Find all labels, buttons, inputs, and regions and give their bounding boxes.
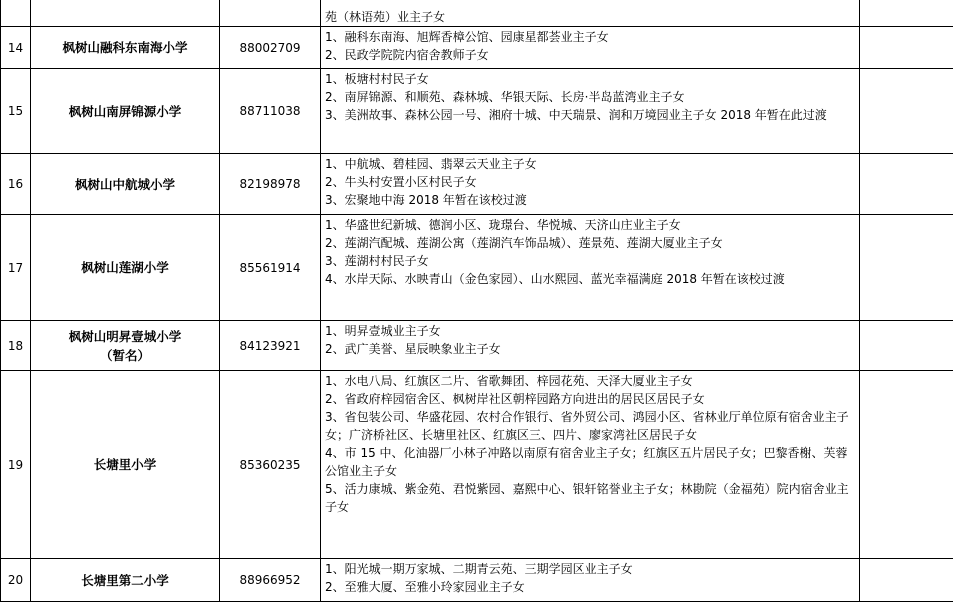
enrollment-area — [321, 69, 860, 154]
area-line: 2、莲湖汽配城、莲湖公寓（莲湖汽车饰品城）、莲景苑、莲湖大厦业主子女 — [325, 236, 723, 250]
remarks-cell — [860, 154, 953, 215]
school-name: 枫树山中航城小学 — [31, 154, 220, 215]
remarks-cell — [860, 27, 953, 69]
area-line: 苑（林语苑）业主子女 — [325, 10, 446, 24]
school-name: 长塘里第二小学 — [31, 559, 220, 602]
enrollment-area — [321, 0, 860, 27]
area-line: 2、牛头村安置小区村民子女 — [325, 175, 477, 189]
remarks-cell — [860, 559, 953, 602]
area-line: 2、至雅大厦、至雅小玲家园业主子女 — [325, 580, 525, 594]
area-line: 1、阳光城一期万家城、二期青云苑、三期学园区业主子女 — [325, 562, 633, 576]
phone-number: 84123921 — [220, 321, 321, 371]
area-line: 4、水岸天际、水映青山（金色家园）、山水熙园、蓝光幸福满庭 2018 年暂在该校过渡 — [325, 272, 785, 286]
area-line: 3、莲湖村村民子女 — [325, 254, 429, 268]
remarks-cell — [860, 321, 953, 371]
row-number: 19 — [1, 371, 31, 559]
row-number: 15 — [1, 69, 31, 154]
phone-number: 88966952 — [220, 559, 321, 602]
phone-number: 88711038 — [220, 69, 321, 154]
school-name: 枫树山明昇壹城小学（暂名） — [31, 321, 220, 371]
phone-number: 82198978 — [220, 154, 321, 215]
phone-number: 85561914 — [220, 215, 321, 321]
enrollment-area — [321, 27, 860, 69]
table-row — [1, 154, 953, 215]
school-name: 枫树山莲湖小学 — [31, 215, 220, 321]
table-row — [1, 0, 953, 27]
area-line: 1、华盛世纪新城、德润小区、珑璟台、华悦城、天济山庄业主子女 — [325, 218, 681, 232]
row-number — [1, 0, 31, 27]
area-line: 3、省包装公司、华盛花园、农村合作银行、省外贸公司、鸿园小区、省林业厅单位原有宿舍业主子女；广济桥社区、长塘里社区、红旗区三、四片、廖家湾社区居民子女 — [325, 410, 849, 442]
table-row — [1, 27, 953, 69]
school-name: 枫树山南屏锦源小学 — [31, 69, 220, 154]
enrollment-area — [321, 371, 860, 559]
table-row — [1, 215, 953, 321]
area-line: 2、武广美誉、星辰映象业主子女 — [325, 342, 501, 356]
table-row — [1, 559, 953, 602]
area-line: 4、市 15 中、化油器厂小林子冲路以南原有宿舍业主子女；红旗区五片居民子女；巴黎香榭、芙蓉公馆业主子女 — [325, 446, 848, 478]
row-number: 14 — [1, 27, 31, 69]
table-row — [1, 371, 953, 559]
school-name — [31, 0, 220, 27]
row-number: 16 — [1, 154, 31, 215]
area-line: 2、民政学院院内宿舍教师子女 — [325, 48, 489, 62]
area-line: 1、明昇壹城业主子女 — [325, 324, 441, 338]
row-number: 17 — [1, 215, 31, 321]
area-line: 3、美洲故事、森林公园一号、湘府十城、中天瑞景、润和万境园业主子女 2018 年暂在此过渡 — [325, 108, 827, 122]
area-line: 1、融科东南海、旭辉香樟公馆、园康星都荟业主子女 — [325, 30, 609, 44]
phone-number: 88002709 — [220, 27, 321, 69]
enrollment-area — [321, 154, 860, 215]
school-name: 长塘里小学 — [31, 371, 220, 559]
school-name: 枫树山融科东南海小学 — [31, 27, 220, 69]
enrollment-area — [321, 559, 860, 602]
remarks-cell — [860, 215, 953, 321]
remarks-cell — [860, 69, 953, 154]
remarks-cell — [860, 371, 953, 559]
phone-number — [220, 0, 321, 27]
row-number: 18 — [1, 321, 31, 371]
row-number: 20 — [1, 559, 31, 602]
area-line: 2、省政府梓园宿舍区、枫树岸社区朝梓园路方向进出的居民区居民子女 — [325, 392, 705, 406]
table-row — [1, 321, 953, 371]
enrollment-area — [321, 215, 860, 321]
area-line: 3、宏聚地中海 2018 年暂在该校过渡 — [325, 193, 527, 207]
area-line: 1、板塘村村民子女 — [325, 72, 429, 86]
table-row — [1, 69, 953, 154]
area-line: 1、中航城、碧桂园、翡翠云天业主子女 — [325, 157, 537, 171]
phone-number: 85360235 — [220, 371, 321, 559]
area-line: 5、活力康城、紫金苑、君悦紫园、嘉熙中心、银轩铭誉业主子女；林勘院（金福苑）院内宿舍业主子女 — [325, 482, 849, 514]
area-line: 1、水电八局、红旗区二片、省歌舞团、梓园花苑、天泽大厦业主子女 — [325, 374, 693, 388]
remarks-cell — [860, 0, 953, 27]
area-line: 2、南屏锦源、和顺苑、森林城、华银天际、长房·半岛蓝湾业主子女 — [325, 90, 685, 104]
enrollment-area — [321, 321, 860, 371]
